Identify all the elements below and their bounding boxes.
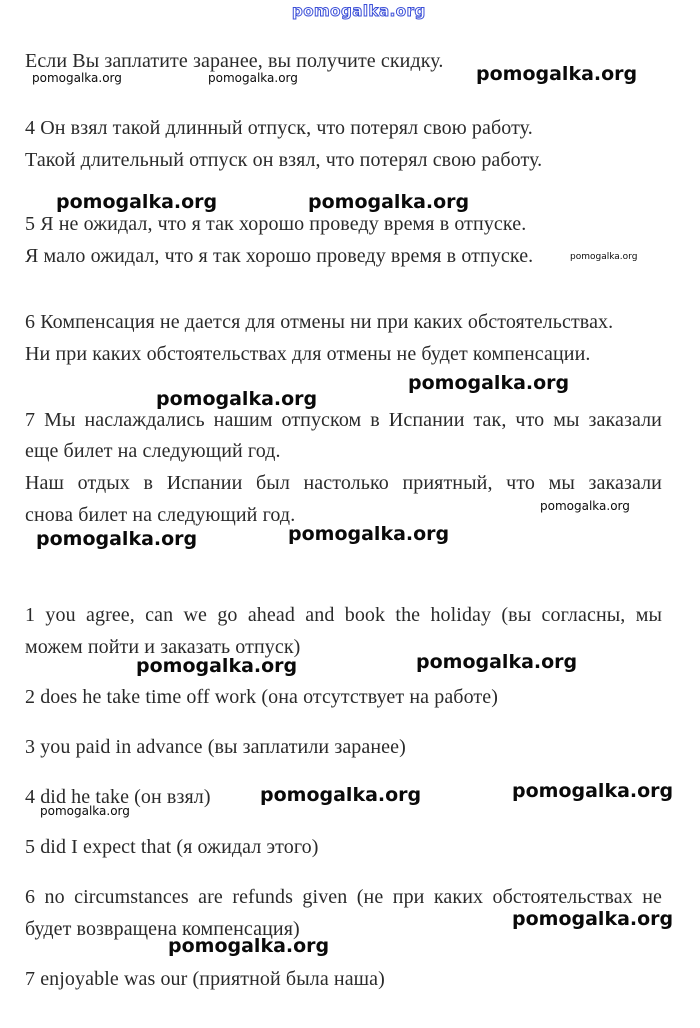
- watermark: pomogalka.org: [288, 523, 450, 545]
- text-line: 5 Я не ожидал, что я так хорошо проведу время в отпуске.: [25, 213, 527, 235]
- watermark: pomogalka.org: [32, 71, 122, 85]
- watermark: pomogalka.org: [136, 655, 298, 677]
- watermark: pomogalka.org: [36, 528, 198, 550]
- text-line: Ни при каких обстоятельствах для отмены не будет компенсации.: [25, 343, 591, 365]
- text-line: 6 Компенсация не дается для отмены ни при каких обстоятельствах.: [25, 311, 614, 333]
- watermark: pomogalka.org: [570, 252, 638, 262]
- text-line: снова билет на следующий год.: [25, 504, 296, 526]
- watermark-header: pomogalka.org: [292, 2, 426, 20]
- text-line: 5 did I expect that (я ожидал этого): [25, 836, 319, 858]
- text-line: 3 you paid in advance (вы заплатили заранее): [25, 736, 406, 758]
- text-line: 7 enjoyable was our (приятной была наша): [25, 968, 385, 990]
- watermark: pomogalka.org: [416, 651, 578, 673]
- watermark: pomogalka.org: [208, 71, 298, 85]
- watermark: pomogalka.org: [408, 372, 570, 394]
- watermark: pomogalka.org: [56, 191, 218, 213]
- text-line: 7 Мы наслаждались нашим отпуском в Испании так, что мы заказали: [25, 409, 662, 431]
- text-line: Наш отдых в Испании был настолько приятный, что мы заказали: [25, 472, 662, 494]
- text-line: будет возвращена компенсация): [25, 918, 300, 940]
- watermark: pomogalka.org: [308, 191, 470, 213]
- watermark: pomogalka.org: [540, 499, 630, 513]
- watermark: pomogalka.org: [156, 388, 318, 410]
- watermark: pomogalka.org: [512, 908, 674, 930]
- text-line: 1 you agree, can we go ahead and book the holiday (вы согласны, мы: [25, 604, 662, 626]
- watermark: pomogalka.org: [512, 780, 674, 802]
- text-line: можем пойти и заказать отпуск): [25, 636, 301, 658]
- watermark: pomogalka.org: [260, 784, 422, 806]
- text-line: 4 Он взял такой длинный отпуск, что потерял свою работу.: [25, 117, 533, 139]
- watermark: pomogalka.org: [476, 63, 638, 85]
- text-line: 4 did he take (он взял): [25, 786, 211, 808]
- text-line: Я мало ожидал, что я так хорошо проведу время в отпуске.: [25, 245, 534, 267]
- watermark: pomogalka.org: [168, 935, 330, 957]
- text-line: 6 no circumstances are refunds given (не при каких обстоятельствах не: [25, 886, 662, 908]
- text-line: Если Вы заплатите заранее, вы получите скидку.: [25, 50, 444, 72]
- text-line: 2 does he take time off work (она отсутствует на работе): [25, 686, 498, 708]
- text-line: Такой длительный отпуск он взял, что потерял свою работу.: [25, 149, 543, 171]
- watermark: pomogalka.org: [40, 804, 130, 818]
- text-line: еще билет на следующий год.: [25, 440, 281, 462]
